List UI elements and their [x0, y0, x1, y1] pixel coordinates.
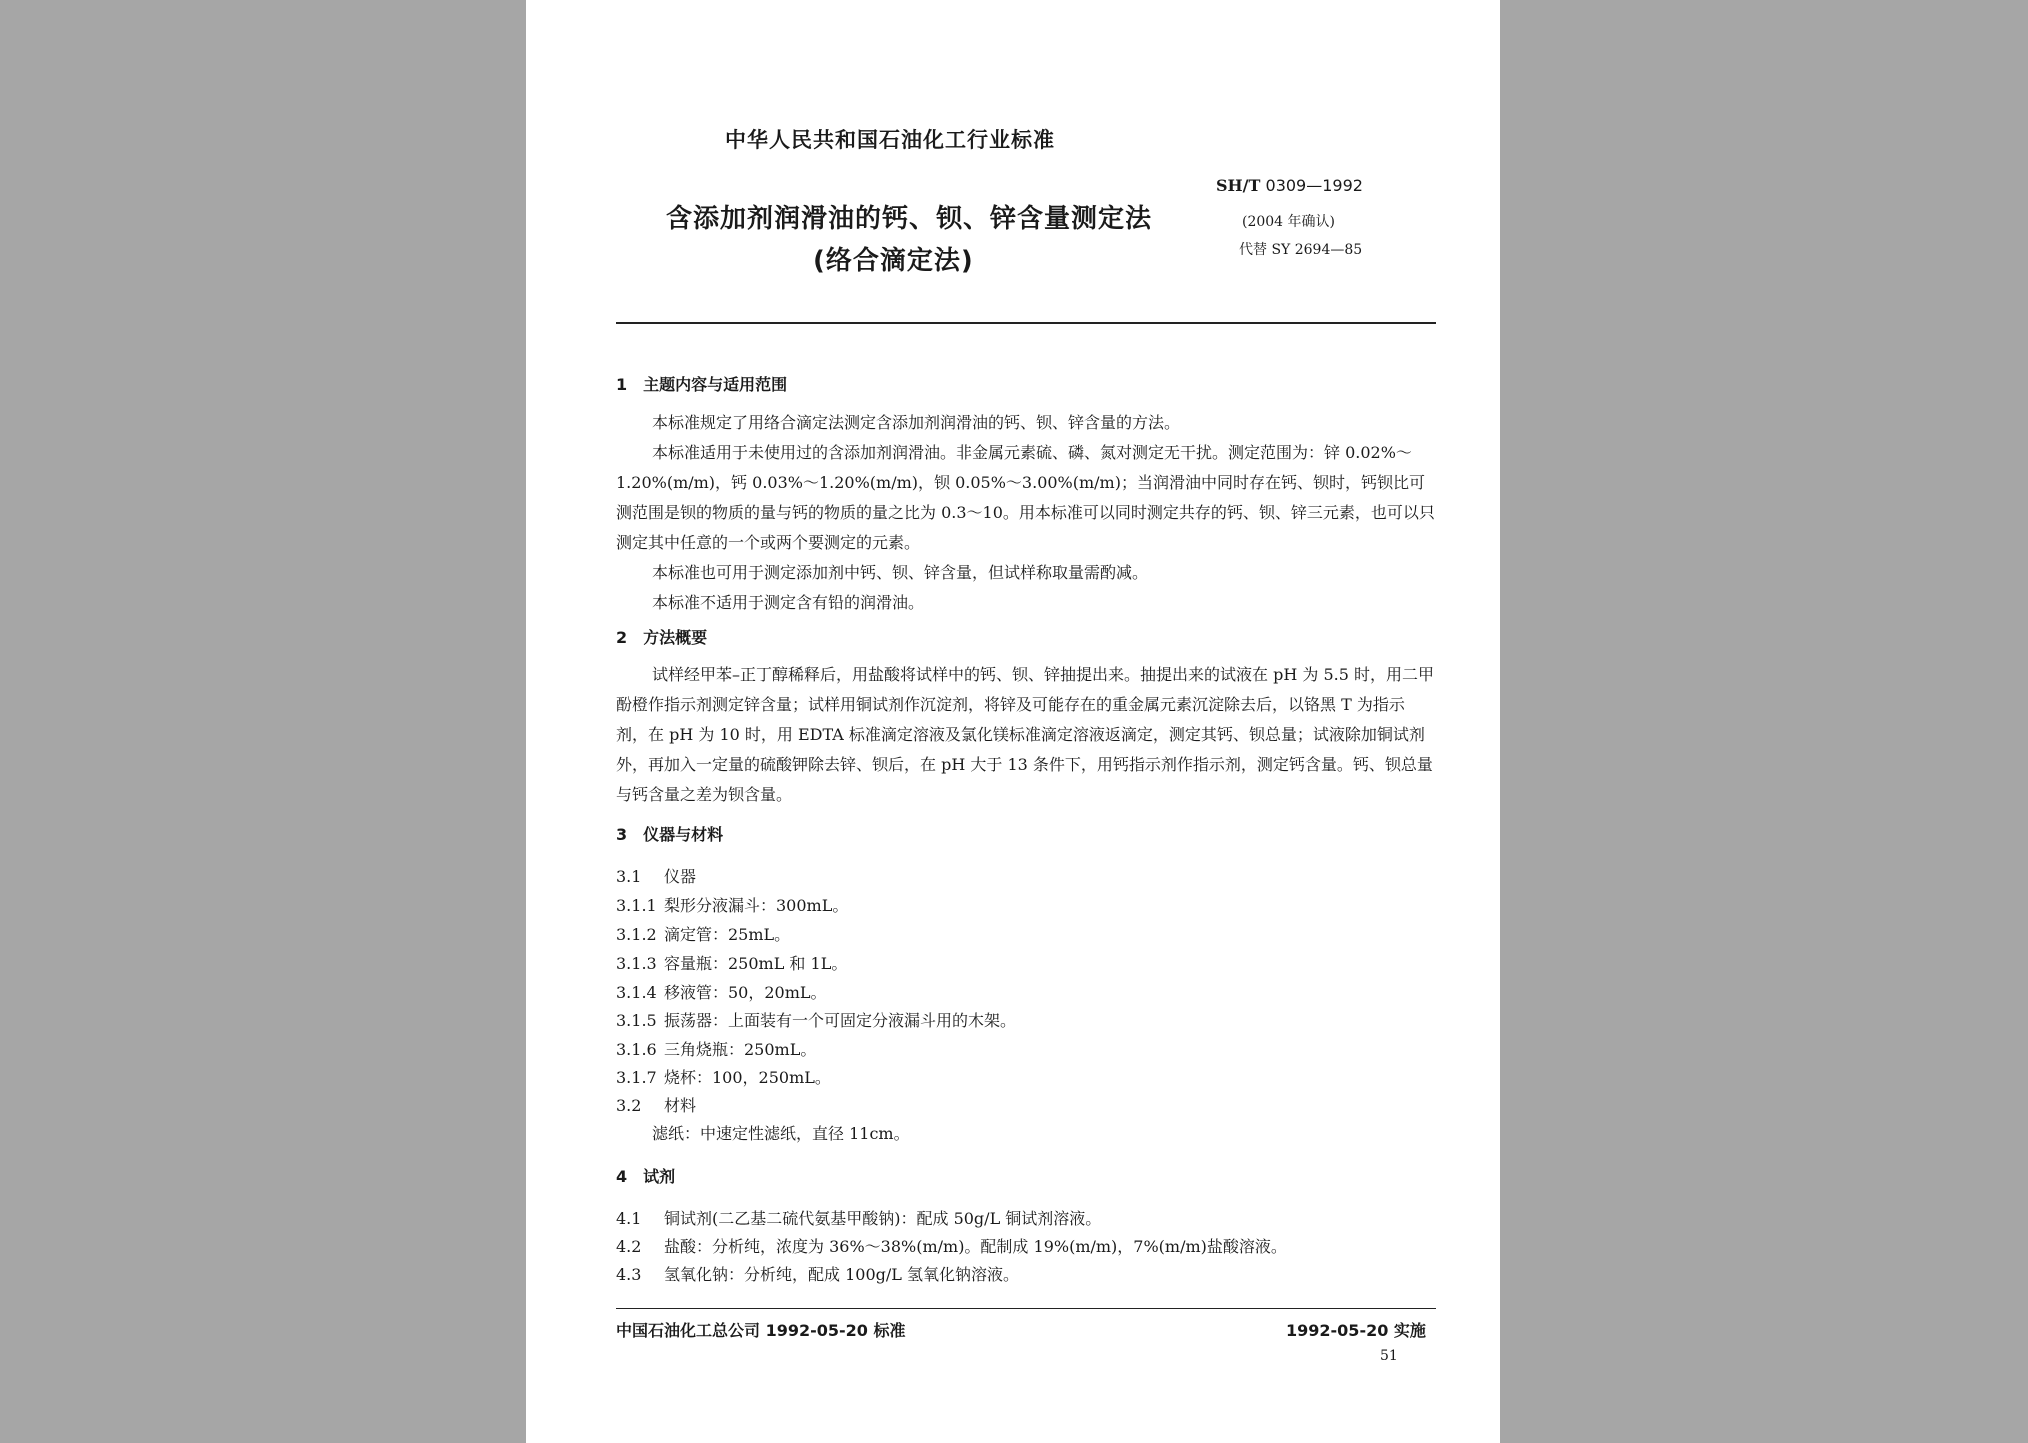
list-item: 4.1 铜试剂(二乙基二硫代氨基甲酸钠)：配成 50g/L 铜试剂溶液。: [616, 1209, 1102, 1228]
list-item: 3.1 仪器: [616, 867, 697, 886]
list-item: 3.1.2 滴定管：25mL。: [616, 925, 791, 944]
confirmed-note: (2004 年确认): [1242, 214, 1336, 230]
organization-title: 中华人民共和国石油化工行业标准: [725, 128, 1055, 152]
paragraph: 本标准适用于未使用过的含添加剂润滑油。非金属元素硫、磷、氮对测定无干扰。测定范围为：锌 0.02%～1.20%(m/m)，钙 0.03%～1.20%(m/m)，钡 0.05%～3.00%(m/m)；当润滑油中同时存在钙、钡时，钙钡比可测范围是钡的物质的量与钙的物质的量之比为 0.3～10。用本标准可以同时测定共存的钙、钡、锌三元素，也可以只测定其中任意的一个或两个要测定的元素。: [616, 443, 1435, 552]
footer-divider: [616, 1308, 1436, 1309]
section-1-heading: 1 主题内容与适用范围: [616, 375, 788, 394]
paragraph: 本标准规定了用络合滴定法测定含添加剂润滑油的钙、钡、锌含量的方法。: [652, 413, 1181, 432]
replaces-note: 代替 SY 2694—85: [1239, 242, 1363, 258]
document-title: 含添加剂润滑油的钙、钡、锌含量测定法: [666, 204, 1153, 234]
list-item: 4.2 盐酸：分析纯，浓度为 36%～38%(m/m)。配制成 19%(m/m)，7%(m/m)盐酸溶液。: [616, 1237, 1287, 1256]
paragraph: 试样经甲苯–正丁醇稀释后，用盐酸将试样中的钙、钡、锌抽提出来。抽提出来的试液在 pH 为 5.5 时，用二甲酚橙作指示剂测定锌含量；试样用铜试剂作沉淀剂，将锌及可能存在的重金属元素沉淀除去后，以铬黑 T 为指示剂，在 pH 为 10 时，用 EDTA 标准滴定溶液及氯化镁标准滴定溶液返滴定，测定其钙、钡总量；试液除加铜试剂外，再加入一定量的硫酸钾除去锌、钡后，在 pH 大于 13 条件下，用钙指示剂作指示剂，测定钙含量。钙、钡总量与钙含量之差为钡含量。: [616, 665, 1434, 804]
list-item: 3.1.1 梨形分液漏斗：300mL。: [616, 896, 849, 915]
list-item: 3.1.4 移液管：50，20mL。: [616, 983, 827, 1002]
effective-date: 1992-05-20 实施: [1286, 1321, 1426, 1340]
header-divider: [616, 322, 1436, 324]
page-number: 51: [1380, 1348, 1398, 1364]
list-item: 3.1.7 烧杯：100，250mL。: [616, 1068, 831, 1087]
issuer-line: 中国石油化工总公司 1992-05-20 标准: [616, 1321, 906, 1340]
standard-number: 0309—1992: [1265, 176, 1363, 195]
section-4-heading: 4 试剂: [616, 1167, 676, 1186]
paragraph: 本标准也可用于测定添加剂中钙、钡、锌含量，但试样称取量需酌减。: [652, 563, 1149, 582]
section-1-body: [616, 408, 1436, 618]
list-item: 3.2 材料: [616, 1096, 697, 1115]
standard-id: [1216, 176, 1363, 195]
list-item: 4.3 氢氧化钠：分析纯，配成 100g/L 氢氧化钠溶液。: [616, 1265, 1019, 1284]
document-subtitle: (络合滴定法): [813, 246, 974, 276]
list-item: 3.1.3 容量瓶：250mL 和 1L。: [616, 954, 848, 973]
list-item: 3.1.5 振荡器：上面装有一个可固定分液漏斗用的木架。: [616, 1011, 1017, 1030]
section-2-heading: 2 方法概要: [616, 628, 708, 647]
list-item: 3.1.6 三角烧瓶：250mL。: [616, 1040, 817, 1059]
standard-prefix: SH/T: [1216, 176, 1261, 195]
section-2-body: [616, 660, 1436, 810]
material-text: 滤纸：中速定性滤纸，直径 11cm。: [652, 1124, 910, 1143]
section-3-heading: 3 仪器与材料: [616, 825, 724, 844]
paragraph: 本标准不适用于测定含有铅的润滑油。: [652, 593, 925, 612]
document-page: [526, 0, 1500, 1443]
